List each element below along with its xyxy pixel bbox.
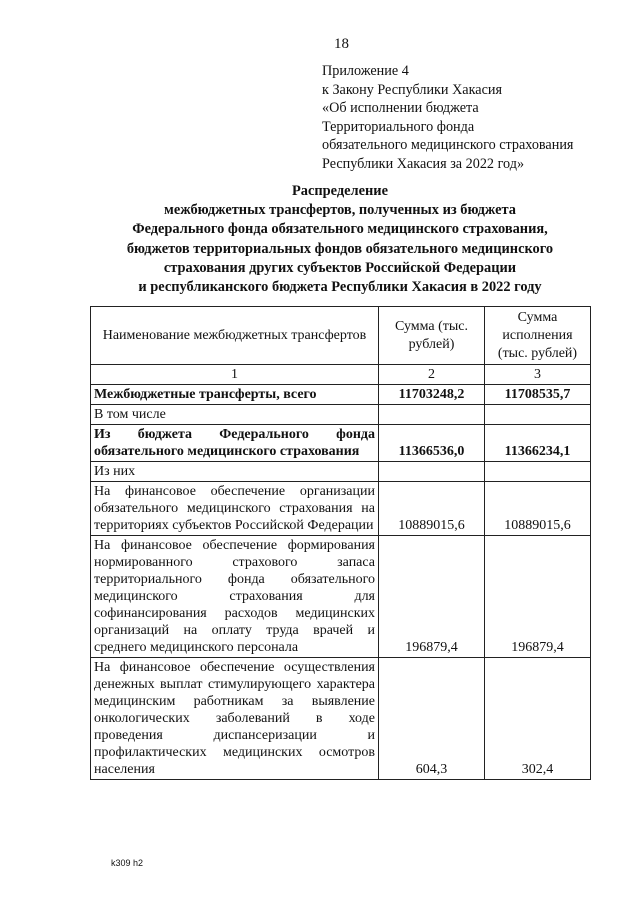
title-line: и республиканского бюджета Республики Хакасия в 2022 году bbox=[138, 279, 542, 296]
title-line: бюджетов территориальных фондов обязательного медицинского bbox=[126, 240, 554, 257]
document-title bbox=[60, 182, 620, 297]
row-sum: 604,3 bbox=[379, 658, 485, 780]
row-exec: 10889015,6 bbox=[485, 482, 591, 536]
row-exec: 11366234,1 bbox=[485, 425, 591, 462]
row-name: Из бюджета Федерального фонда обязательного медицинского страхования bbox=[91, 425, 379, 462]
table-row bbox=[91, 462, 591, 482]
header-exec: Сумма исполнения (тыс. рублей) bbox=[485, 307, 591, 365]
table-row bbox=[91, 425, 591, 462]
row-name: Из них bbox=[91, 462, 379, 482]
title-line: Федерального фонда обязательного медицинского страхования, bbox=[132, 221, 548, 238]
appendix-block bbox=[322, 62, 573, 174]
row-name: В том числе bbox=[91, 405, 379, 425]
title-line: межбюджетных трансфертов, полученных из бюджета bbox=[164, 202, 516, 219]
page-number: 18 bbox=[334, 36, 349, 52]
appendix-line: «Об исполнении бюджета bbox=[322, 100, 479, 117]
row-exec: 302,4 bbox=[485, 658, 591, 780]
appendix-line: обязательного медицинского страхования bbox=[322, 137, 574, 154]
row-sum: 10889015,6 bbox=[379, 482, 485, 536]
document-code: k309 h2 bbox=[111, 858, 144, 868]
row-sum bbox=[379, 462, 485, 482]
table-row bbox=[91, 482, 591, 536]
row-exec bbox=[485, 462, 591, 482]
title-line: Распределение bbox=[292, 183, 388, 199]
row-exec: 11708535,7 bbox=[485, 385, 591, 405]
row-sum bbox=[379, 405, 485, 425]
appendix-line: Территориального фонда bbox=[322, 118, 475, 135]
table-row bbox=[91, 536, 591, 658]
row-name: На финансовое обеспечение формирования нормированного страхового запаса территориального фонда обязательного медицинского страхования для софинансирования расходов медицинских организаций на оплату труда врачей и среднего медицинского персонала bbox=[91, 536, 379, 658]
column-number: 3 bbox=[485, 365, 591, 385]
table-row bbox=[91, 405, 591, 425]
transfers-table bbox=[90, 306, 591, 780]
row-sum: 11703248,2 bbox=[379, 385, 485, 405]
row-name: На финансовое обеспечение осуществления денежных выплат стимулирующего характера медицинским работникам за выявление онкологических заболеваний в ходе проведения диспансеризации и профилактических медицинских осмотров населения bbox=[91, 658, 379, 780]
header-sum: Сумма (тыс. рублей) bbox=[379, 307, 485, 365]
table-row bbox=[91, 385, 591, 405]
header-name: Наименование межбюджетных трансфертов bbox=[91, 307, 379, 365]
appendix-line: Республики Хакасия за 2022 год» bbox=[322, 155, 525, 172]
table-row bbox=[91, 658, 591, 780]
row-name: Межбюджетные трансферты, всего bbox=[91, 385, 379, 405]
row-sum: 196879,4 bbox=[379, 536, 485, 658]
title-line: страхования других субъектов Российской Федерации bbox=[163, 259, 517, 276]
row-exec bbox=[485, 405, 591, 425]
column-number: 2 bbox=[379, 365, 485, 385]
row-sum: 11366536,0 bbox=[379, 425, 485, 462]
column-number: 1 bbox=[91, 365, 379, 385]
appendix-line: к Закону Республики Хакасия bbox=[322, 81, 502, 98]
row-exec: 196879,4 bbox=[485, 536, 591, 658]
row-name: На финансовое обеспечение организации обязательного медицинского страхования на территориях субъектов Российской Федерации bbox=[91, 482, 379, 536]
appendix-line: Приложение 4 bbox=[322, 63, 409, 79]
